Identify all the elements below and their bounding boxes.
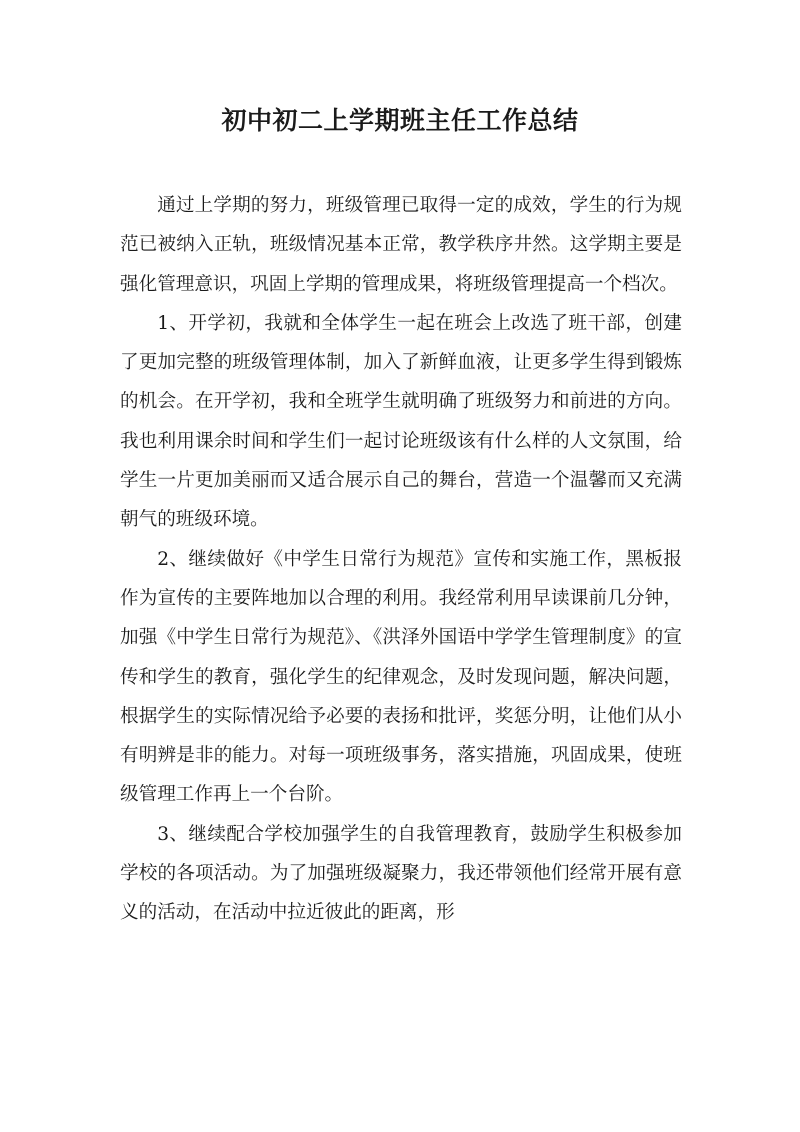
document-body [120,186,682,933]
paragraph-item-2: 2、继续做好《中学生日常行为规范》宣传和实施工作，黑板报作为宣传的主要阵地加以合理的利用。我经常利用早读课前几分钟，加强《中学生日常行为规范》、《洪泽外国语中学学生管理制度》的宣传和学生的教育，强化学生的纪律观念，及时发现问题，解决问题，根据学生的实际情况给予必要的表扬和批评，奖惩分明，让他们从小有明辨是非的能力。对每一项班级事务，落实措施，巩固成果，使班级管理工作再上一个台阶。 [120,548,682,806]
paragraph-item-3: 3、继续配合学校加强学生的自我管理教育，鼓励学生积极参加学校的各项活动。为了加强班级凝聚力，我还带领他们经常开展有意义的活动，在活动中拉近彼此的距离，形 [120,823,682,924]
paragraph-item-1: 1、开学初，我就和全体学生一起在班会上改选了班干部，创建了更加完整的班级管理体制，加入了新鲜血液，让更多学生得到锻炼的机会。在开学初，我和全班学生就明确了班级努力和前进的方向。我也利用课余时间和学生们一起讨论班级该有什么样的人文氛围，给学生一片更加美丽而又适合展示自己的舞台，营造一个温馨而又充满朝气的班级环境。 [120,312,682,531]
document-title: 初中初二上学期班主任工作总结 [221,106,579,135]
paragraph-intro: 通过上学期的努力，班级管理已取得一定的成效，学生的行为规范已被纳入正轨，班级情况基本正常，教学秩序井然。这学期主要是强化管理意识，巩固上学期的管理成果，将班级管理提高一个档次。 [120,195,682,295]
